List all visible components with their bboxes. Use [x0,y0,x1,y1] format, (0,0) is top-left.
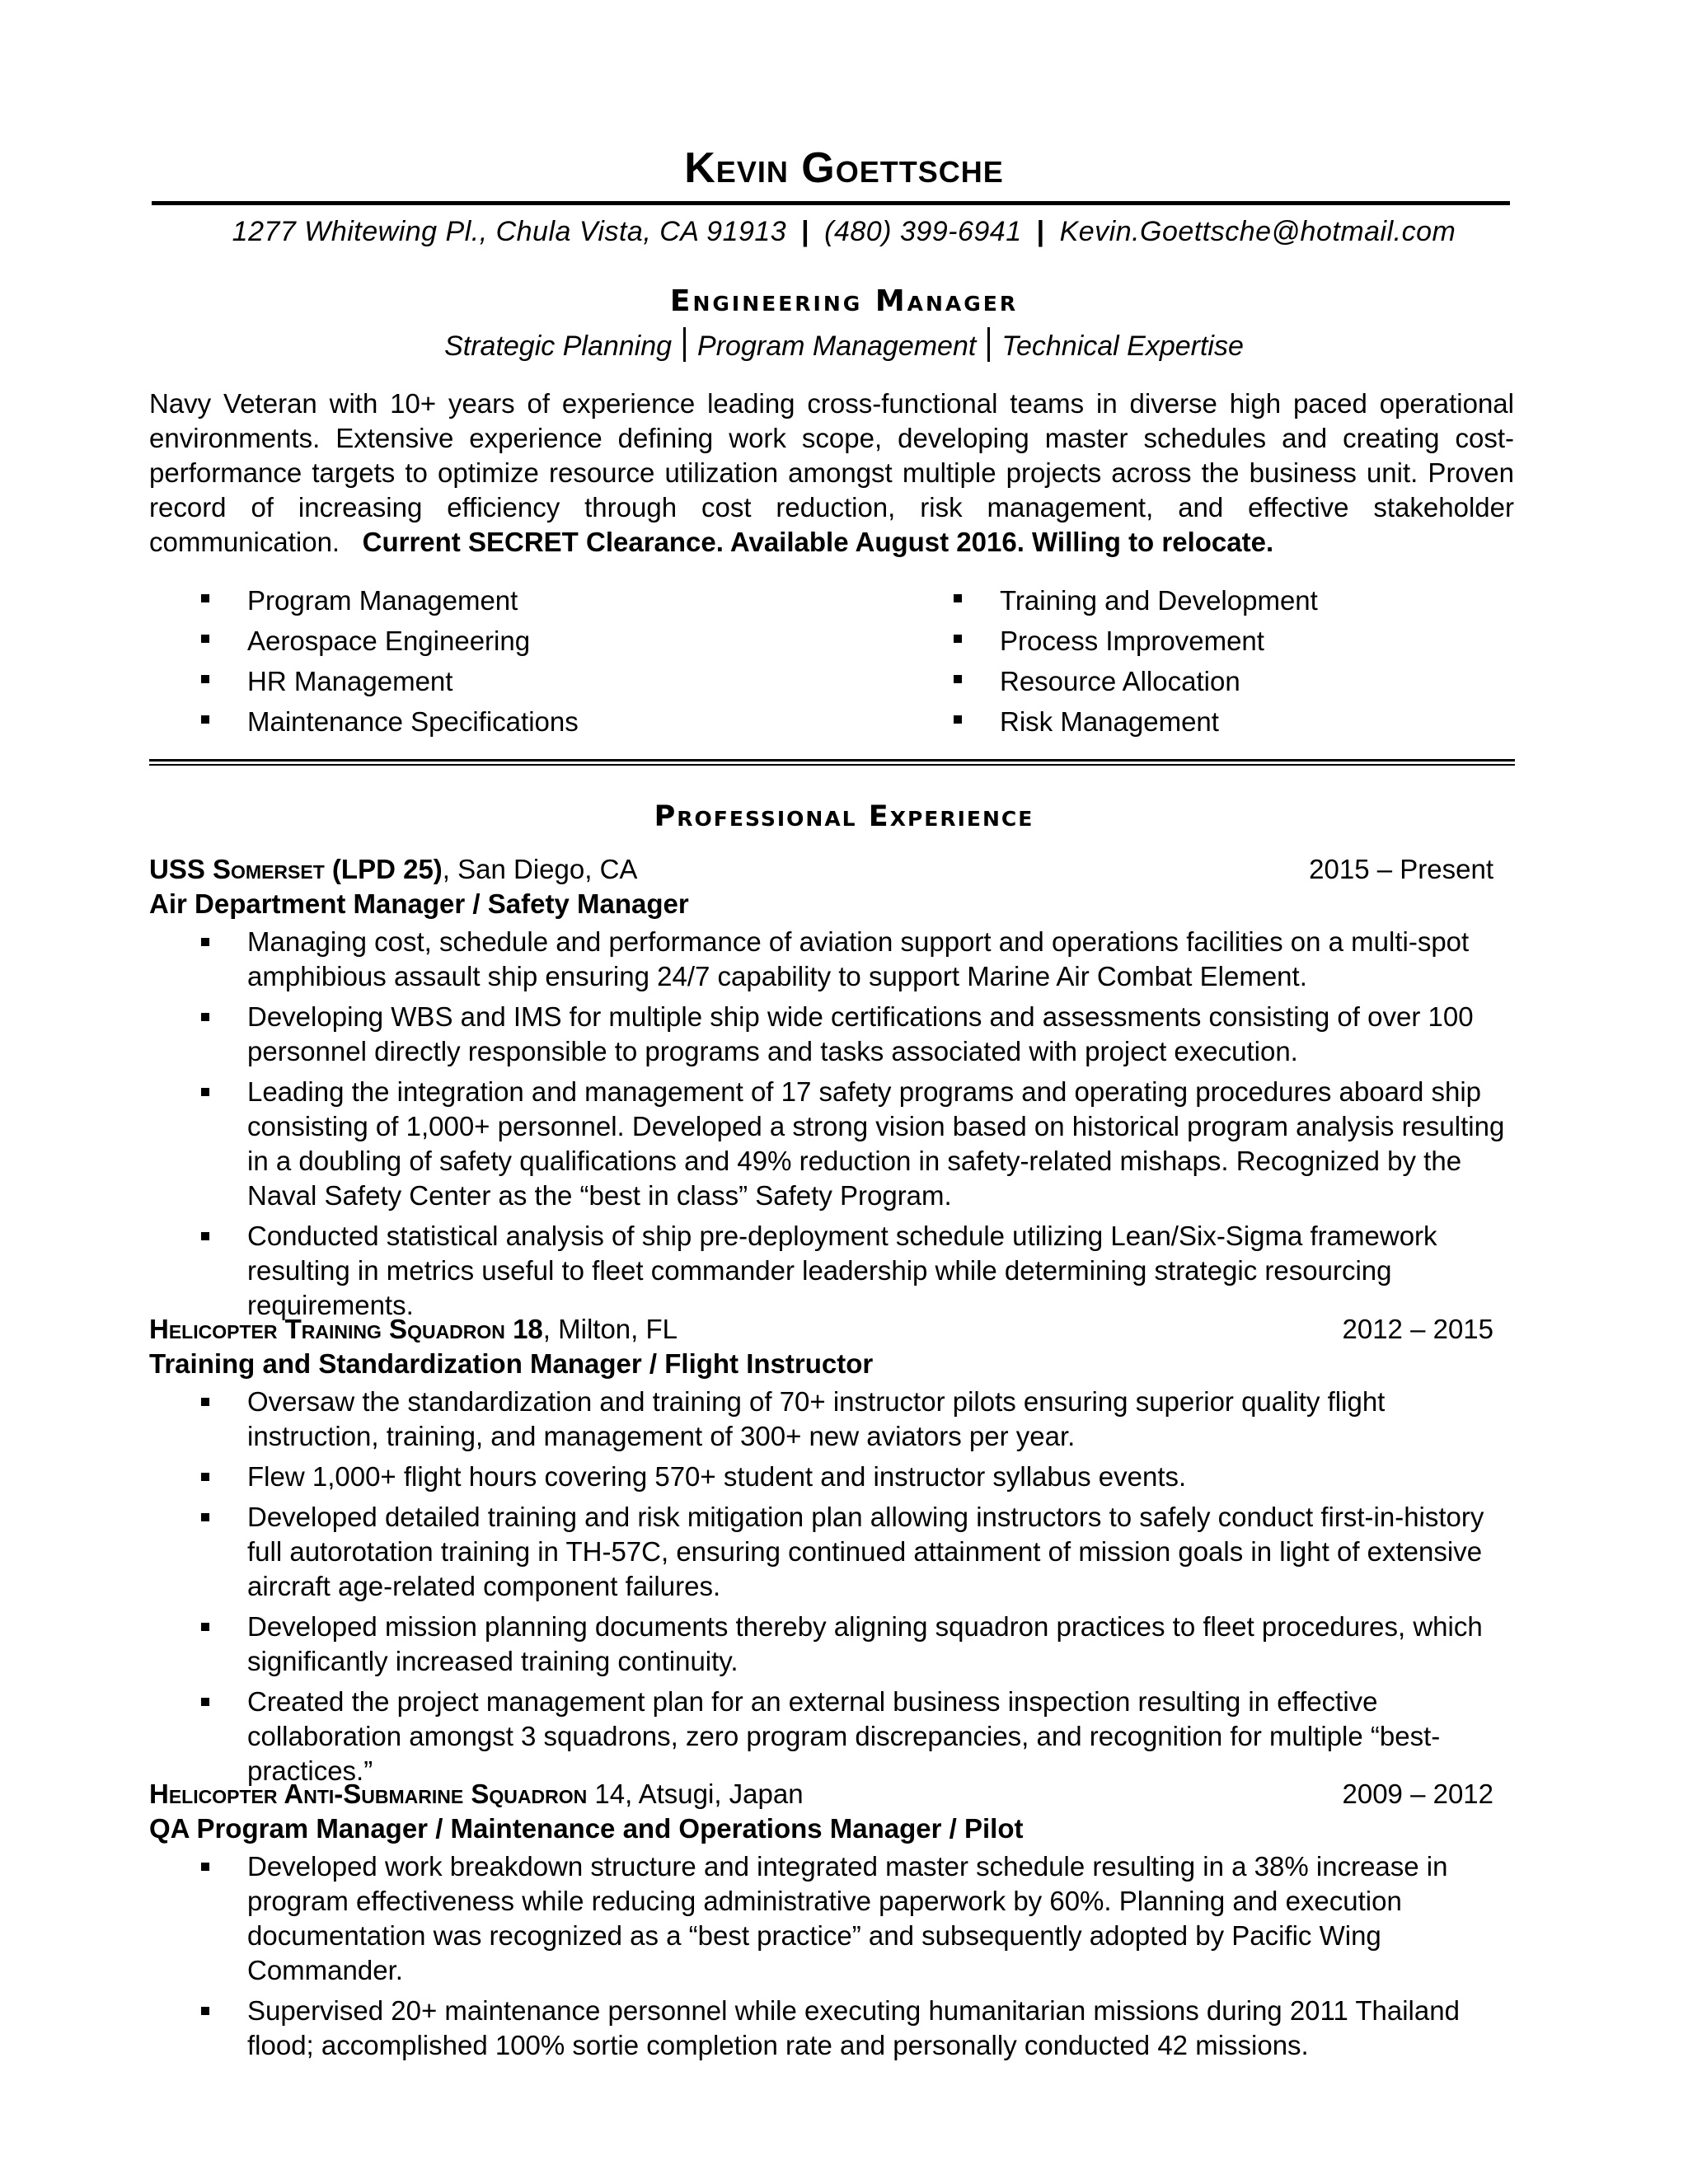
job-company [149,1312,678,1347]
job-entry [149,1777,1515,2069]
bullet-text: Oversaw the standardization and training of 70+ instructor pilots ensuring superior quality flight instruction, training, and management of 300+ new aviators per year. [247,1386,1386,1451]
bullet-square-icon [201,1088,209,1096]
bullet-square-icon [201,2007,209,2015]
job-header [149,1312,1515,1347]
bullet-text: Developing WBS and IMS for multiple ship wide certifications and assessments consisting of over 100 personnel directly responsible to programs and tasks associated with project execution. [247,1001,1474,1066]
bullet-square-icon [954,675,962,683]
specialty-divider [683,327,686,362]
company-name: Helicopter Training Squadron 18 [149,1314,543,1344]
skill-item [954,621,1318,661]
specialties-line [0,327,1688,365]
contact-email: Kevin.Goettsche@hotmail.com [1059,216,1456,247]
job-bullet [149,1610,1515,1679]
job-bullet [149,925,1515,994]
job-entry [149,1312,1515,1794]
bullet-text: Managing cost, schedule and performance of aviation support and operations facilities on a multi-spot amphibious assault ship ensuring 24/7 capability to support Marine Air Combat Element. [247,926,1470,991]
contact-separator: | [801,216,810,247]
skill-label: Process Improvement [1000,626,1264,656]
bullet-square-icon [201,1473,209,1481]
job-bullets [149,1385,1515,1788]
skill-label: Maintenance Specifications [247,706,579,737]
job-dates: 2015 – Present [1309,854,1493,884]
skill-item [201,580,579,621]
bullet-square-icon [201,675,209,683]
skill-item [954,580,1318,621]
job-title: Air Department Manager / Safety Manager [149,888,689,919]
job-company [149,852,637,887]
summary-text: Navy Veteran with 10+ years of experience leading cross-functional teams in diverse high paced operational environments. Extensive experience defining work scope, developing master schedules and creating cost-performance targets to optimize resource utilization amongst multiple projects across the business unit. Proven record of increasing efficiency through cost reduction, risk management, and effective stakeholder communication. [149,388,1514,557]
specialty-item: Program Management [697,330,977,362]
contact-separator: | [1036,216,1045,247]
bullet-square-icon [954,635,962,643]
job-bullet [149,1500,1515,1604]
bullet-square-icon [201,1513,209,1521]
bullet-square-icon [954,594,962,602]
name-underline-divider [152,201,1510,205]
bullet-square-icon [201,938,209,946]
specialty-item: Technical Expertise [1001,330,1244,362]
professional-summary [149,387,1514,560]
bullet-square-icon [201,1863,209,1871]
bullet-square-icon [201,1398,209,1406]
job-bullets [149,925,1515,1323]
bullet-text: Supervised 20+ maintenance personnel while executing humanitarian missions during 2011 Thailand flood; accomplished 100% sortie completion rate and personally conducted 42 missions. [247,1995,1460,2060]
experience-section-title: Professional Experience [654,800,1034,833]
job-bullet [149,1075,1515,1213]
bullet-square-icon [201,594,209,602]
bullet-text: Created the project management plan for an external business inspection resulting in effective collaboration amongst 3 squadrons, zero program discrepancies, and recognition for multiple “best-practices.” [247,1686,1441,1786]
summary-highlight: Current SECRET Clearance. Available August 2016. Willing to relocate. [362,527,1274,557]
skills-right-column [954,580,1318,742]
job-bullet [149,1685,1515,1788]
company-name: USS Somerset (LPD 25) [149,854,443,884]
job-company [149,1777,804,1811]
job-dates: 2009 – 2012 [1342,1779,1493,1809]
company-location: , Milton, FL [542,1314,678,1344]
contact-address: 1277 Whitewing Pl., Chula Vista, CA 91913 [232,216,787,247]
job-dates: 2012 – 2015 [1342,1314,1493,1344]
job-bullet [149,1000,1515,1069]
candidate-name: Kevin Goettsche [684,144,1004,192]
specialty-item: Strategic Planning [444,330,673,362]
skill-item [201,661,579,701]
job-entry [149,852,1515,1329]
bullet-square-icon [201,1013,209,1021]
skill-label: Program Management [247,585,518,616]
skill-label: Resource Allocation [1000,666,1240,696]
bullet-square-icon [201,635,209,643]
headline-title: Engineering Manager [669,284,1019,318]
bullet-square-icon [201,1623,209,1631]
bullet-text: Developed mission planning documents thereby aligning squadron practices to fleet procedures, which significantly increased training continuity. [247,1611,1483,1676]
company-location: , San Diego, CA [442,854,638,884]
job-title: QA Program Manager / Maintenance and Operations Manager / Pilot [149,1813,1024,1844]
job-bullets [149,1849,1515,2063]
skill-item [954,701,1318,742]
company-location: 14, Atsugi, Japan [587,1779,804,1809]
skills-left-column [201,580,579,742]
bullet-square-icon [201,1698,209,1706]
contact-line [0,213,1688,251]
job-header [149,852,1515,887]
bullet-text: Flew 1,000+ flight hours covering 570+ student and instructor syllabus events. [247,1461,1187,1492]
skill-item [201,701,579,742]
job-bullet [149,1385,1515,1454]
job-title: Training and Standardization Manager / Flight Instructor [149,1348,874,1379]
bullet-square-icon [954,715,962,724]
job-header [149,1777,1515,1811]
skill-label: Risk Management [1000,706,1219,737]
bullet-text: Leading the integration and management of 17 safety programs and operating procedures aboard ship consisting of 1,000+ personnel. Developed a strong vision based on historical program analysis resulting in a doubling of safety qualifications and 49% reduction in safety-related mishaps. Recognized by the Naval Safety Center as the “best in class” Safety Program. [247,1076,1505,1211]
job-bullet [149,1460,1515,1494]
specialty-divider [987,327,990,362]
company-name: Helicopter Anti-Submarine Squadron [149,1779,588,1809]
job-bullet [149,1219,1515,1323]
bullet-text: Conducted statistical analysis of ship pre-deployment schedule utilizing Lean/Six-Sigma framework resulting in metrics useful to fleet commander leadership while determining strategic resourcing requirements. [247,1221,1437,1320]
skill-label: Aerospace Engineering [247,626,531,656]
bullet-text: Developed detailed training and risk mitigation plan allowing instructors to safely conduct first-in-history full autorotation training in TH-57C, ensuring continued attainment of mission goals in light of extensive aircraft age-related component failures. [247,1502,1484,1601]
job-bullet [149,1994,1515,2063]
skill-label: HR Management [247,666,453,696]
bullet-square-icon [201,715,209,724]
bullet-square-icon [201,1232,209,1240]
section-divider [149,759,1515,766]
job-bullet [149,1849,1515,1988]
skill-label: Training and Development [1000,585,1318,616]
contact-phone: (480) 399-6941 [824,216,1022,247]
skill-item [201,621,579,661]
bullet-text: Developed work breakdown structure and integrated master schedule resulting in a 38% increase in program effectiveness while reducing administrative paperwork by 60%. Planning and execution documentation was recognized as a “best practice” and subsequently adopted by Pacific Wing Commander. [247,1851,1448,1985]
skill-item [954,661,1318,701]
